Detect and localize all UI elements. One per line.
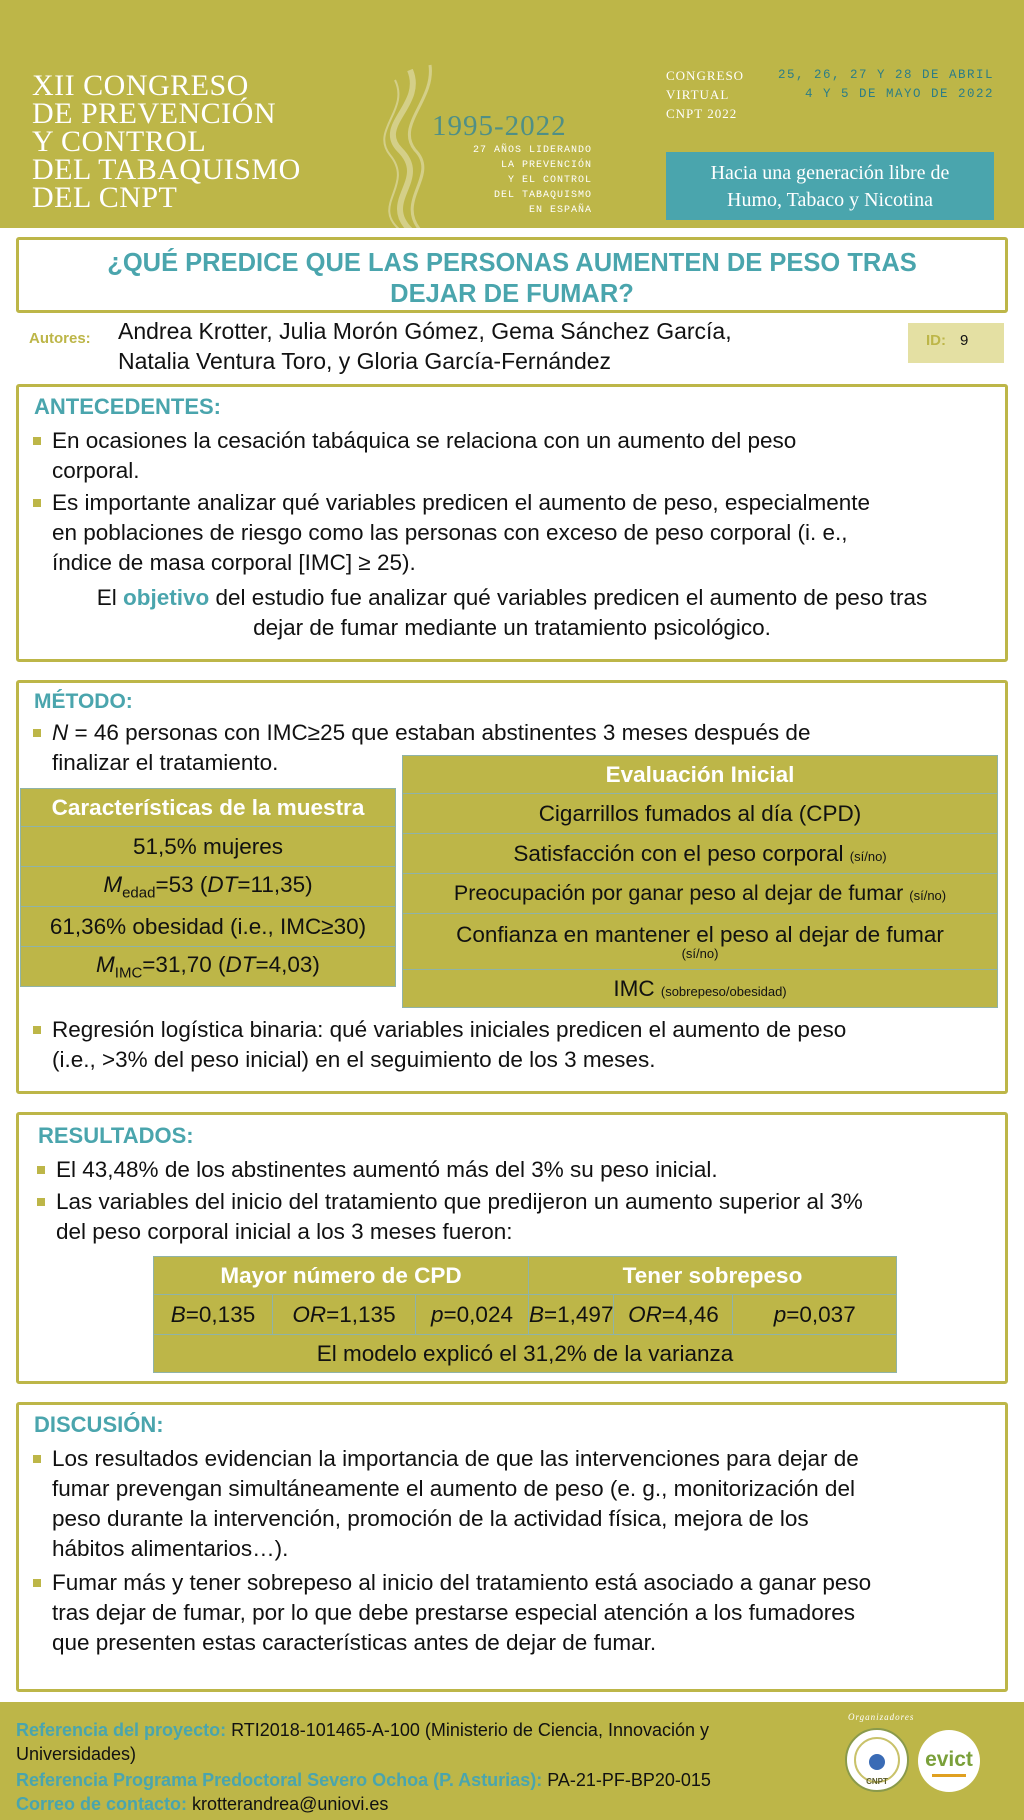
text-line: Las variables del inicio del tratamiento que predijeron un aumento superior al 3% xyxy=(56,1189,863,1214)
text: IMC xyxy=(613,975,655,1001)
text-line: fumar prevengan simultáneamente el aumento de peso (e. g., monitorización del xyxy=(52,1476,855,1501)
text: B xyxy=(529,1301,545,1327)
text-line: Los resultados evidencian la importancia de que las intervenciones para dejar de xyxy=(52,1446,859,1471)
text: (sí/no) xyxy=(849,848,887,864)
virtual-line: CONGRESO xyxy=(666,68,745,83)
mail-label: Correo de contacto: xyxy=(16,1794,188,1814)
resultados-bullet-1 xyxy=(34,1155,994,1185)
text: =0,135 xyxy=(185,1301,256,1327)
resultados-table xyxy=(153,1256,897,1373)
congress-title-line: Y CONTROL xyxy=(32,125,207,158)
contact-email xyxy=(16,1792,388,1816)
text-line xyxy=(52,718,990,748)
text: OR xyxy=(292,1301,327,1327)
evict-logo-bar xyxy=(932,1774,966,1777)
text: p xyxy=(431,1301,444,1327)
text: =0,037 xyxy=(786,1301,856,1327)
ref-value: RTI2018-101465-A-100 (Ministerio de Ciencia, Innovación y xyxy=(226,1720,710,1740)
resultados-title: RESULTADOS: xyxy=(38,1123,194,1148)
text: =11,35) xyxy=(237,871,313,897)
text-line: índice de masa corporal [IMC] ≥ 25). xyxy=(52,550,416,575)
text: = 46 personas con IMC≥25 que estaban abstinentes 3 meses después de xyxy=(68,720,811,745)
metodo-bullet-2 xyxy=(30,1015,990,1075)
poster-id xyxy=(908,323,1004,363)
predoctoral-reference xyxy=(16,1768,711,1792)
virtual-congress-label xyxy=(666,66,744,123)
text-line: tras dejar de fumar, por lo que debe prestarse especial atención a los fumadores xyxy=(52,1600,855,1625)
table-cell xyxy=(733,1295,897,1335)
muestra-table xyxy=(20,788,396,987)
tagline-line: Hacia una generación libre de xyxy=(710,162,950,184)
table-cell xyxy=(614,1295,733,1335)
text-line: dejar de fumar mediante un tratamiento psicológico. xyxy=(253,615,771,640)
table-cell xyxy=(21,867,396,907)
text-line: que presenten estas características antes de dejar de fumar. xyxy=(52,1630,657,1655)
table-cell xyxy=(416,1295,529,1335)
authors-list xyxy=(118,316,732,376)
text-line: del peso corporal inicial a los 3 meses fueron: xyxy=(56,1219,513,1244)
table-cell xyxy=(403,970,998,1008)
text: =31,70 ( xyxy=(142,951,226,977)
congress-title-line: DE PREVENCIÓN xyxy=(32,97,276,130)
pre-value: PA-21-PF-BP20-015 xyxy=(542,1770,711,1790)
text: B xyxy=(170,1301,186,1327)
congress-title-line: DEL CNPT xyxy=(32,181,178,214)
text: =1,135 xyxy=(326,1301,396,1327)
years-label: 1995-2022 xyxy=(432,110,567,142)
text: =1,497 xyxy=(544,1301,614,1327)
objetivo-paragraph xyxy=(30,583,994,643)
sobrepeso-header: Tener sobrepeso xyxy=(529,1257,897,1295)
text-line: Regresión logística binaria: qué variables iniciales predicen el aumento de peso xyxy=(52,1017,847,1042)
text-line: (i.e., >3% del peso inicial) en el seguimiento de los 3 meses. xyxy=(52,1047,656,1072)
text-line: Fumar más y tener sobrepeso al inicio del tratamiento está asociado a ganar peso xyxy=(52,1570,872,1595)
text: =4,46 xyxy=(661,1301,719,1327)
text: Satisfacción con el peso corporal xyxy=(513,840,844,866)
text: (sobrepeso/obesidad) xyxy=(660,983,787,999)
discusion-bullet-2 xyxy=(30,1568,1005,1658)
text-line: finalizar el tratamiento. xyxy=(52,750,279,775)
metodo-title: MÉTODO: xyxy=(34,690,133,713)
table-cell xyxy=(403,874,998,914)
table-cell xyxy=(403,834,998,874)
organizers-label: Organizadores xyxy=(848,1712,915,1722)
poster-title-box xyxy=(16,237,1008,313)
title-line: DEJAR DE FUMAR? xyxy=(390,280,634,308)
dates-line: 25, 26, 27 Y 28 DE ABRIL xyxy=(777,68,994,82)
congress-dates xyxy=(760,66,994,104)
text: p xyxy=(773,1301,787,1327)
table-cell xyxy=(154,1295,273,1335)
text-line: en poblaciones de riesgo como las personas con exceso de peso corporal (i. e., xyxy=(52,520,848,545)
antecedentes-bullet-2 xyxy=(30,488,1000,578)
text-line: El 43,48% de los abstinentes aumentó más del 3% su peso inicial. xyxy=(56,1157,718,1182)
text: M xyxy=(103,871,123,897)
title-line: ¿QUÉ PREDICE QUE LAS PERSONAS AUMENTEN DE PESO TRAS xyxy=(107,249,917,277)
table-cell: 61,36% obesidad (i.e., IMC≥30) xyxy=(21,907,396,947)
evaluacion-table xyxy=(402,755,998,1008)
evict-logo xyxy=(918,1730,980,1792)
resultados-bullet-2 xyxy=(34,1187,1000,1247)
text-line: hábitos alimentarios…). xyxy=(52,1536,289,1561)
model-row: El modelo explicó el 31,2% de la varianza xyxy=(154,1335,897,1373)
text: (sí/no) xyxy=(909,888,947,903)
virtual-line: VIRTUAL xyxy=(666,87,730,102)
pre-label: Referencia Programa Predoctoral Severo Ochoa (P. Asturias): xyxy=(16,1770,543,1790)
table-cell xyxy=(273,1295,416,1335)
discusion-title: DISCUSIÓN: xyxy=(34,1412,164,1437)
text-line: En ocasiones la cesación tabáquica se relaciona con un aumento del peso xyxy=(52,428,797,453)
text-line: Es importante analizar qué variables predicen el aumento de peso, especialmente xyxy=(52,490,870,515)
n-italic: N xyxy=(52,720,69,745)
dates-line: 4 Y 5 DE MAYO DE 2022 xyxy=(804,87,994,101)
text: M xyxy=(96,951,115,977)
authors-label: Autores: xyxy=(29,330,91,347)
authors-line: Andrea Krotter, Julia Morón Gómez, Gema Sánchez García, xyxy=(118,318,732,344)
evict-logo-text: evict xyxy=(925,1748,973,1771)
text: edad xyxy=(122,884,156,902)
congress-title-line: XII CONGRESO xyxy=(32,69,249,102)
years-sub-line: LA PREVENCIÓN xyxy=(500,160,592,171)
text: DT xyxy=(225,951,256,977)
ref-label: Referencia del proyecto: xyxy=(16,1720,227,1740)
project-reference xyxy=(16,1718,806,1766)
text: =53 ( xyxy=(155,871,208,897)
text: Confianza en mantener el peso al dejar de fumar xyxy=(456,921,944,947)
text: =4,03) xyxy=(255,951,320,977)
table-cell xyxy=(403,914,998,970)
text: IMC xyxy=(114,964,143,982)
congress-title-line: DEL TABAQUISMO xyxy=(32,153,301,186)
years-sub-line: Y EL CONTROL xyxy=(507,175,592,186)
years-sub-line: DEL TABAQUISMO xyxy=(493,190,592,201)
antecedentes-title: ANTECEDENTES: xyxy=(34,394,222,419)
table-cell xyxy=(21,947,396,987)
congress-title xyxy=(32,69,301,214)
text-line: peso durante la intervención, promoción de la actividad física, mejora de los xyxy=(52,1506,809,1531)
text: (sí/no) xyxy=(681,945,719,961)
table-cell: 51,5% mujeres xyxy=(21,827,396,867)
objetivo-word: objetivo xyxy=(123,585,210,610)
text: del estudio fue analizar qué variables predicen el aumento de peso tras xyxy=(209,585,928,610)
virtual-line: CNPT 2022 xyxy=(666,106,738,121)
poster-header xyxy=(0,0,1024,228)
years-sub-line: 27 AÑOS LIDERANDO xyxy=(472,145,592,156)
cpd-header: Mayor número de CPD xyxy=(154,1257,529,1295)
cnpt-logo-text: CNPT xyxy=(866,1777,888,1786)
tagline-line: Humo, Tabaco y Nicotina xyxy=(727,189,933,211)
id-value: 9 xyxy=(960,332,969,349)
muestra-header: Características de la muestra xyxy=(21,789,396,827)
evaluacion-header: Evaluación Inicial xyxy=(403,756,998,794)
years-sub-line: EN ESPAÑA xyxy=(528,205,592,216)
table-cell xyxy=(529,1295,614,1335)
poster-title xyxy=(19,240,1005,310)
antecedentes-bullet-1 xyxy=(30,426,990,486)
objetivo-line xyxy=(30,583,994,613)
mail-value[interactable]: krotterandrea@uniovi.es xyxy=(187,1794,389,1814)
text: Preocupación por ganar peso al dejar de fumar xyxy=(453,881,904,905)
years-subtitle xyxy=(420,143,592,218)
text: =0,024 xyxy=(443,1301,513,1327)
cnpt-logo xyxy=(845,1728,909,1792)
tagline-box xyxy=(666,152,994,220)
authors-line: Natalia Ventura Toro, y Gloria García-Fernández xyxy=(118,348,612,374)
id-label: ID: xyxy=(926,332,946,349)
table-cell: Cigarrillos fumados al día (CPD) xyxy=(403,794,998,834)
text-line: corporal. xyxy=(52,458,140,483)
ref-value-2: Universidades) xyxy=(16,1744,137,1764)
text: El xyxy=(96,585,124,610)
text: OR xyxy=(628,1301,662,1327)
text: DT xyxy=(207,871,238,897)
discusion-bullet-1 xyxy=(30,1444,1000,1564)
